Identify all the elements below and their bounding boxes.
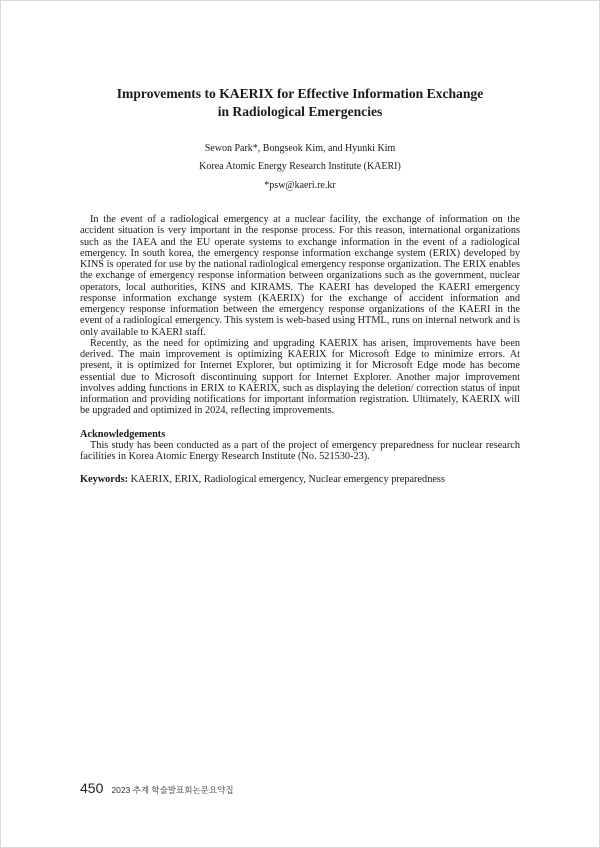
affiliation: Korea Atomic Energy Research Institute (KAERI) [199, 161, 401, 172]
abstract-paragraph-1: In the event of a radiological emergency at a nuclear facility, the exchange of information on the accident situation is very important in the response process. For this reason, international organizations such as the IAEA and the EU operate systems to exchange information in the event of a radiological emergency. In south korea, the emergency response information exchange system (ERIX) developed by KINS is operated for use by the national radiological emergency response organization. The ERIX enables the exchange of emergency response information between organizations such as the government, nuclear operators, local authorities, KINS and KIRAMS. The KAERI has developed the KAERI emergency response information exchange system (KAERIX) for the exchange of accident information and emergency response information between the emergency response organizations of the KAERI in the event of a radiological emergency. This system is web-based using HTML, runs on internal network and is only available to KAERI staff. [80, 214, 520, 338]
title-line-1: Improvements to KAERIX for Effective Information Exchange [116, 86, 484, 101]
title-line-2: in Radiological Emergencies [217, 104, 383, 119]
acknowledgements-heading: Acknowledgements [80, 428, 166, 440]
page-footer [80, 780, 234, 796]
acknowledgements-text: This study has been conducted as a part of the project of emergency preparedness for nuclear research facilities in Korea Atomic Energy Research Institute (No. 521530-23). [80, 439, 520, 462]
paper-title [60, 85, 540, 121]
paper-body [80, 214, 520, 486]
abstract-paragraph-2: Recently, as the need for optimizing and upgrading KAERIX has arisen, improvements have been derived. The main improvement is optimizing KAERIX for Microsoft Edge to minimize errors. At present, it is optimized for Internet Explorer, but optimizing it for Microsoft Edge mode has become essential due to Microsoft discontinuing support for Internet Explorer. Another major improvement involves adding functions in ERIX to KAERIX, such as displaying the deletion/ correction status of input information and providing notifications for important information registration. Ultimately, KAERIX will be upgraded and optimized in 2024, reflecting improvements. [80, 337, 520, 417]
keywords [80, 474, 520, 485]
author-email: *psw@kaeri.re.kr [264, 180, 336, 191]
keywords-text: KAERIX, ERIX, Radiological emergency, Nuclear emergency preparedness [128, 474, 445, 486]
keywords-label: Keywords: [80, 474, 129, 486]
page-number: 450 [80, 780, 104, 796]
authors: Sewon Park*, Bongseok Kim, and Hyunki Kim [204, 143, 396, 154]
proceedings-title: 2023 추계 학술발표회논문요약집 [111, 785, 234, 795]
